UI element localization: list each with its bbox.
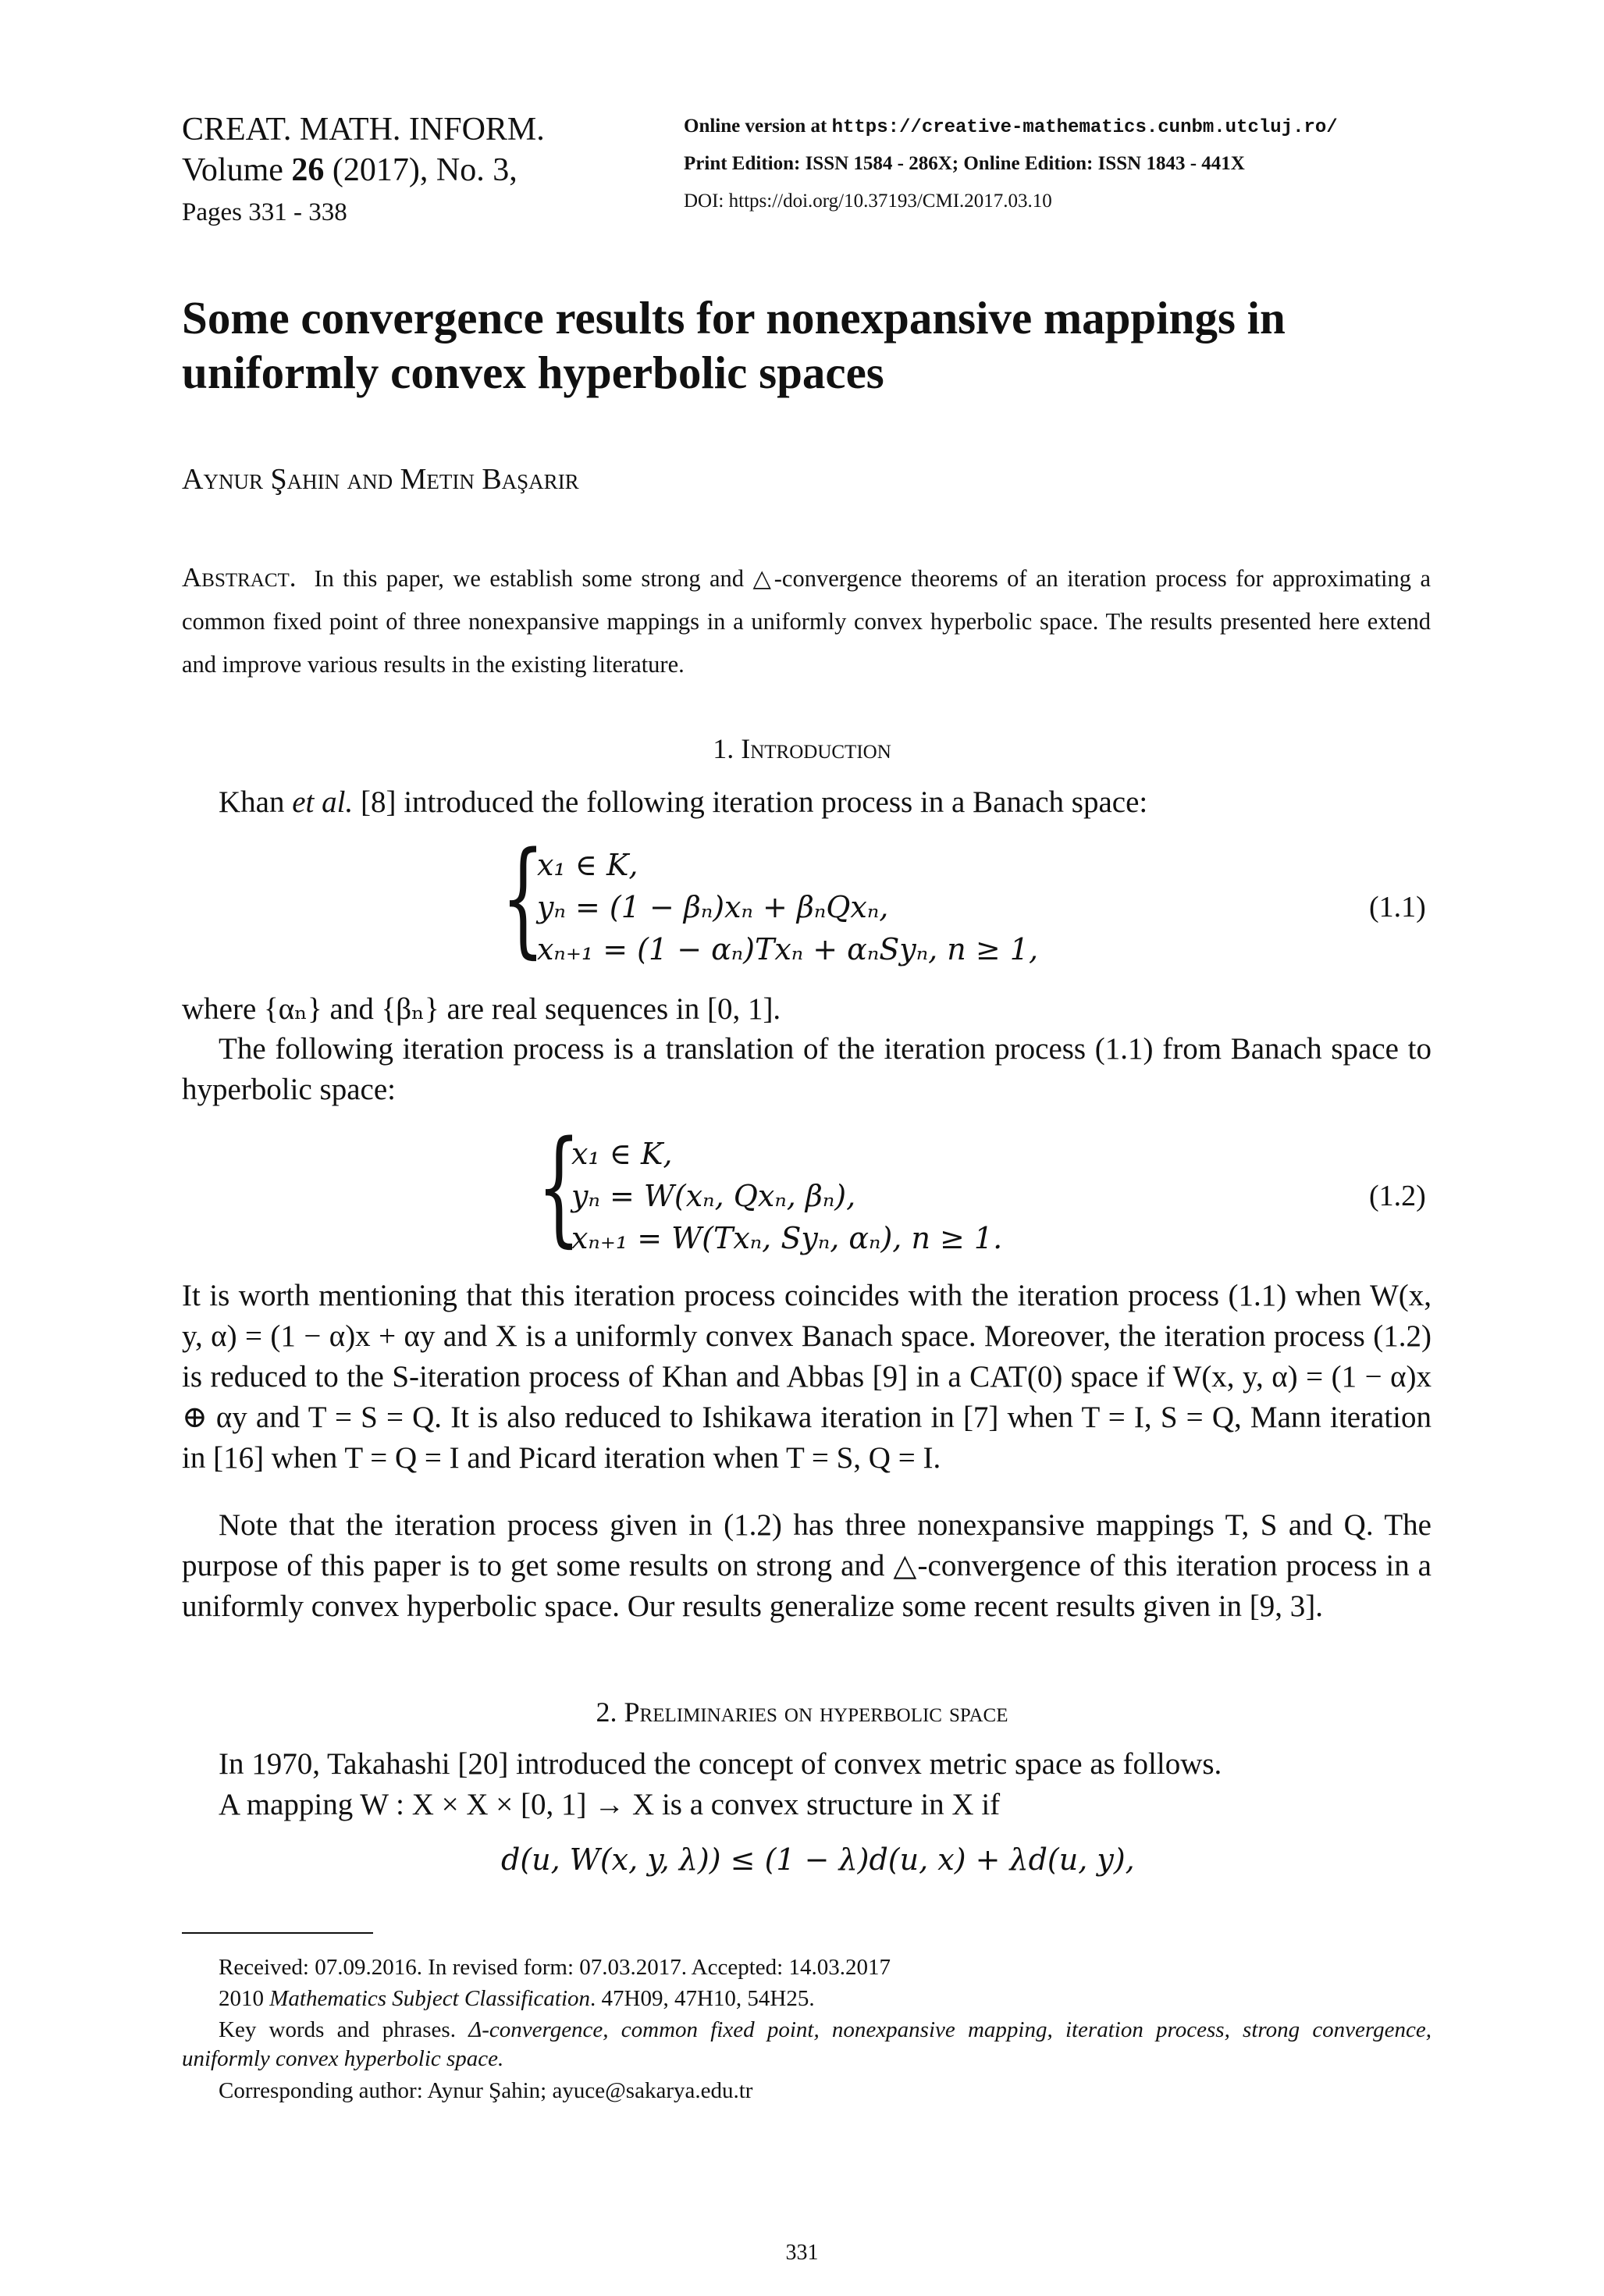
intro-paragraph: [219, 782, 1147, 823]
volume-line: [182, 150, 517, 190]
section-heading-introduction: 1. Introduction: [713, 733, 891, 764]
eq1-line-1: x₁ ∈ K,: [537, 848, 638, 882]
volume-prefix: Volume: [182, 152, 292, 188]
abstract-text: In this paper, we establish some strong and △-convergence theorems of an iteration process for approximating a common fixed point of three nonexpansive mappings in a uniformly convex hyperbolic space. The results presented here extend and improve various results in the existing literature.: [182, 565, 1431, 678]
equation-brace: {: [537, 1113, 581, 1259]
intro-text-b: [8] introduced the following iteration process in a Banach space:: [353, 785, 1148, 819]
msc-codes: . 47H09, 47H10, 54H25.: [590, 1986, 815, 2011]
translation-paragraph: The following iteration process is a translation of the iteration process (1.1) from Banach space to hyperbolic space:: [182, 1032, 1432, 1106]
received-dates: Received: 07.09.2016. In revised form: 07.03.2017. Accepted: 14.03.2017: [219, 1955, 891, 1980]
page-number: 331: [785, 2241, 819, 2265]
volume-number: 26: [291, 152, 325, 188]
takahashi-sentence: In 1970, Takahashi [20] introduced the concept of convex metric space as follows.: [219, 1747, 1222, 1781]
eq1-number: (1.1): [1369, 891, 1426, 924]
eq2-line-3: xₙ₊₁ = W(Txₙ, Syₙ, αₙ), n ≥ 1.: [571, 1221, 1003, 1255]
worth-mentioning-paragraph: It is worth mentioning that this iteration process coincides with the iteration process (1.1) when W(x, y, α) = (1 − α)x + αy and X is a uniformly convex Banach space. Moreover, the iteration process (1.2) is reduced to the S-iteration process of Khan and Abbas [9] in a CAT(0) space if W(x, y, α) = (1 − α)x ⊕ αy and T = S = Q. It is also reduced to Ishikawa iteration in [7] when T = I, S = Q, Mann iteration in [16] when T = Q = I and Picard iteration when T = S, Q = I.: [182, 1279, 1432, 1475]
abstract-label: Abstract.: [182, 562, 297, 593]
abstract: [182, 556, 1431, 686]
msc-year: 2010: [219, 1986, 270, 2011]
equation-brace: {: [501, 824, 545, 970]
keywords: [182, 2016, 1432, 2074]
convex-structure-sentence: A mapping W : X × X × [0, 1] → X is a convex structure in X if: [219, 1788, 1001, 1821]
footnote-rule: [182, 1932, 373, 1934]
intro-text-a: Khan: [219, 785, 293, 819]
eq2-line-1: x₁ ∈ K,: [571, 1137, 673, 1171]
section-heading-preliminaries: 2. Preliminaries on hyperbolic space: [596, 1696, 1008, 1728]
volume-suffix: (2017), No. 3,: [324, 152, 517, 188]
purpose-paragraph: Note that the iteration process given in (1.2) has three nonexpansive mappings T, S and Q. The purpose of this paper is to get some results on strong and △-convergence of this iteration process in a uniformly convex hyperbolic space. Our results generalize some recent results given in [9, 3].: [182, 1508, 1432, 1623]
msc-line: [219, 1985, 815, 2013]
journal-name: CREAT. MATH. INFORM.: [182, 112, 545, 148]
corresponding-author: Corresponding author: Aynur Şahin; ayuce@sakarya.edu.tr: [219, 2078, 753, 2103]
paper-title: Some convergence results for nonexpansive mappings in uniformly convex hyperbolic spaces: [182, 292, 1286, 398]
issn-line: Print Edition: ISSN 1584 - 286X; Online Edition: ISSN 1843 - 441X: [684, 153, 1245, 174]
eq1-line-3: xₙ₊₁ = (1 − αₙ)Txₙ + αₙSyₙ, n ≥ 1,: [537, 932, 1039, 966]
msc-label: Mathematics Subject Classification: [269, 1986, 591, 2011]
page-range: Pages 331 - 338: [182, 198, 347, 226]
online-label: Online version at: [684, 116, 832, 137]
eq1-line-2: yₙ = (1 − βₙ)xₙ + βₙQxₙ,: [537, 890, 889, 924]
keywords-text: Δ-convergence, common fixed point, nonexpansive mapping, iteration process, strong convergence, uniformly convex hyperbolic space.: [182, 2017, 1432, 2071]
online-url[interactable]: https://creative-mathematics.cunbm.utcluj.ro/: [831, 117, 1338, 138]
sequences-sentence: where {αₙ} and {βₙ} are real sequences in [0, 1].: [182, 992, 781, 1026]
eq2-line-2: yₙ = W(xₙ, Qxₙ, βₙ),: [571, 1179, 856, 1213]
authors: Aynur Şahin and Metin Başarır: [182, 463, 579, 496]
keywords-label: Key words and phrases.: [219, 2017, 469, 2042]
convex-structure-inequality: d(u, W(x, y, λ)) ≤ (1 − λ)d(u, x) + λd(u, y),: [501, 1842, 1135, 1877]
eq2-number: (1.2): [1369, 1180, 1426, 1212]
et-al: et al.: [292, 785, 354, 819]
doi-line[interactable]: DOI: https://doi.org/10.37193/CMI.2017.03.10: [684, 190, 1052, 212]
online-version-line: [684, 116, 1338, 138]
